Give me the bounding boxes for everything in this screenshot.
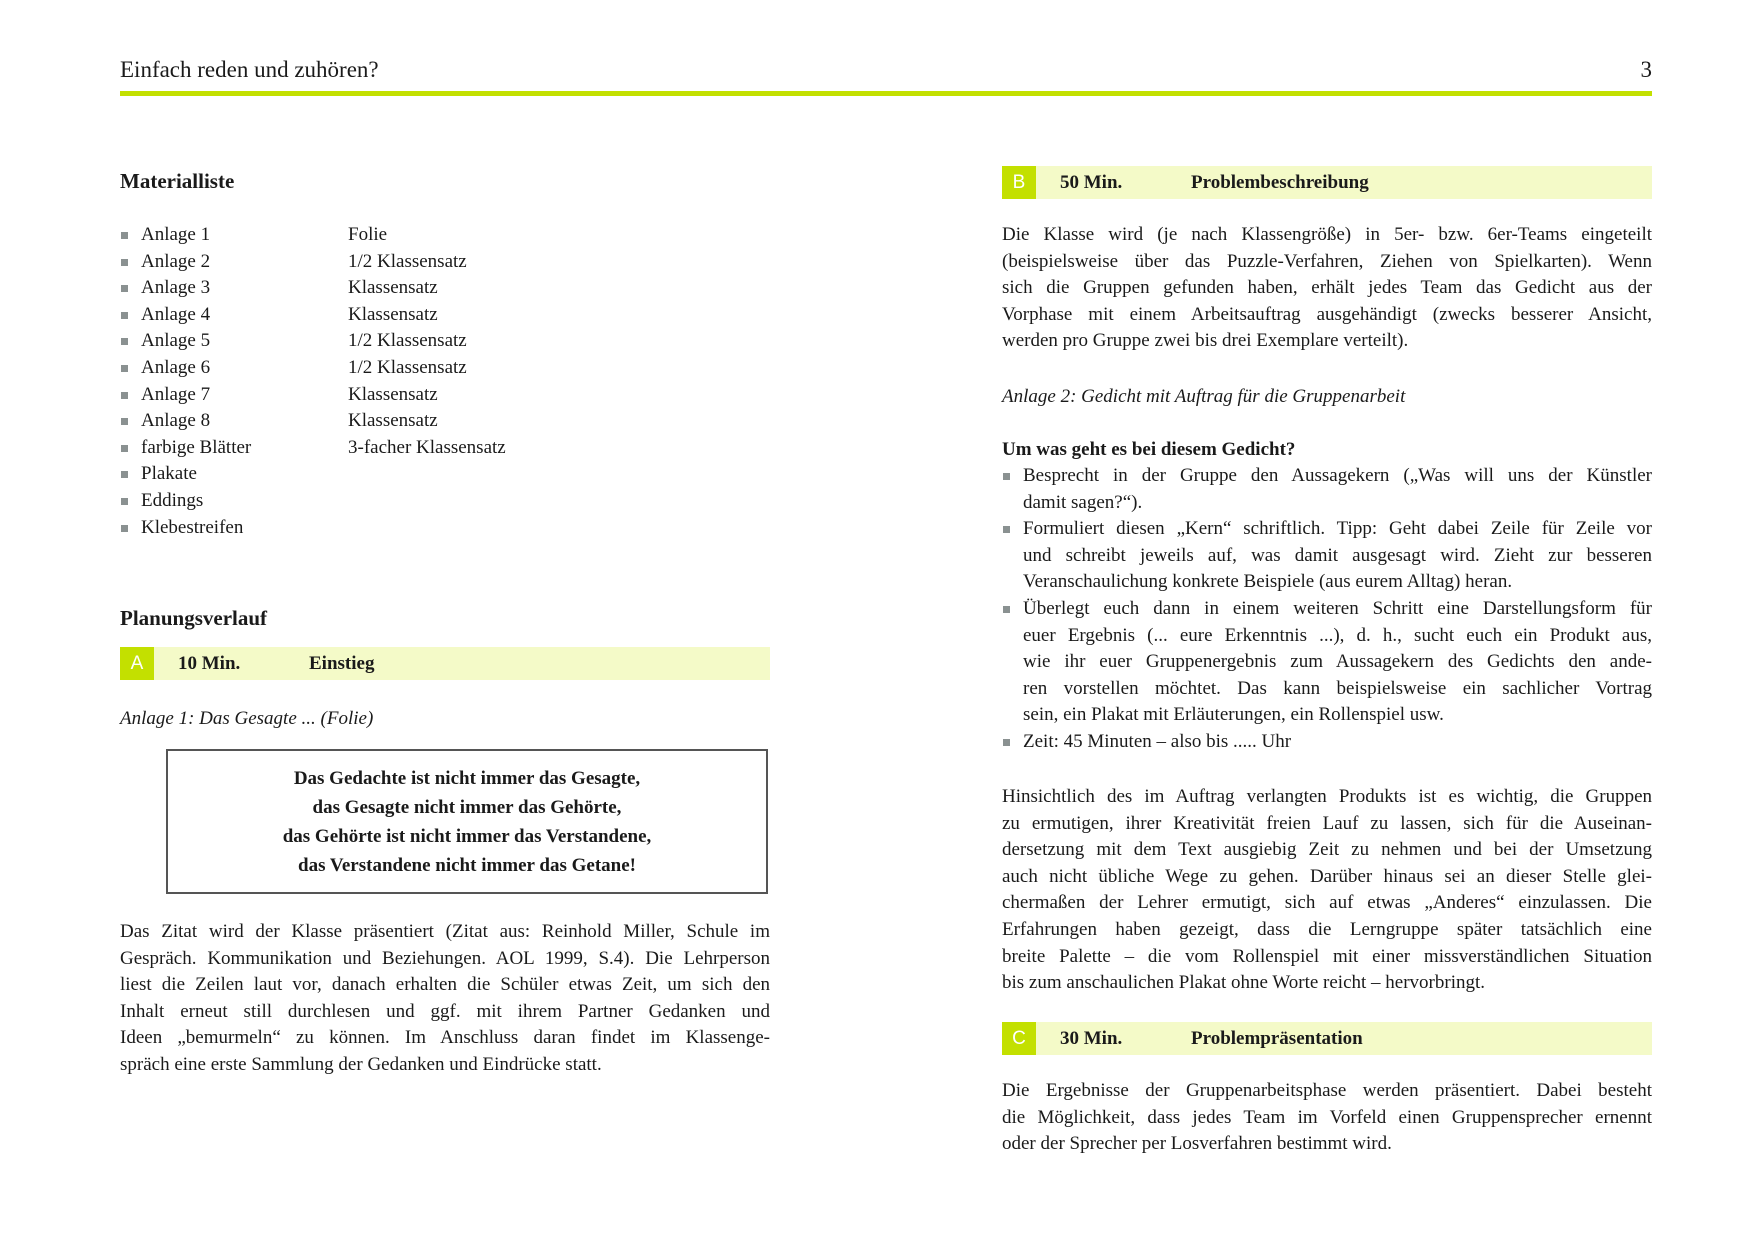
square-bullet-icon [121,471,128,478]
list-item [120,488,770,515]
text-line: breite Palette – die vom Rollenspiel mit einer missverständlichen Situation [1002,945,1652,967]
text-line: Das Zitat wird der Klasse präsentiert (Zitat aus: Reinhold Miller, Schule im [120,921,770,942]
square-bullet-icon [121,392,128,399]
phase-time: 10 Min. [178,652,241,674]
square-bullet-icon [121,365,128,372]
phase-letter-badge: A [120,647,154,680]
text-line: damit sagen?“). [1023,491,1143,513]
running-header-title: Einfach reden und zuhören? [120,57,379,82]
item-name: Anlage 4 [141,303,211,325]
square-bullet-icon [1003,473,1010,480]
square-bullet-icon [121,259,128,266]
text-line: Zeit: 45 Minuten – also bis ..... Uhr [1023,730,1292,752]
text-line: Überlegt euch dann in einem weiteren Schritt eine Darstellungsform für [1023,597,1652,619]
text-line: (beispielsweise über das Puzzle-Verfahren, Ziehen von Spielkarten). Wenn [1002,250,1652,272]
list-item [120,435,770,462]
text-line: die Möglichkeit, dass jedes Team im Vorfeld einen Gruppensprecher ernennt [1002,1106,1652,1128]
text-line: Ideen „bemurmeln“ zu können. Im Anschluss daran findet im Klassenge- [120,1027,770,1049]
text-line: Vorphase mit einem Arbeitsauftrag ausgehändigt (zwecks besserer Ansicht, [1002,303,1652,325]
text-line: Die Ergebnisse der Gruppenarbeitsphase werden präsentiert. Dabei besteht [1002,1080,1652,1101]
square-bullet-icon [1003,739,1010,746]
item-name: farbige Blätter [141,436,252,458]
phase-time: 30 Min. [1060,1027,1123,1049]
list-item [1002,463,1652,516]
item-qty: Klassensatz [348,303,438,325]
quote-line: Das Gedachte ist nicht immer das Gesagte, [293,767,641,789]
text-line: Hinsichtlich des im Auftrag verlangten Produkts ist es wichtig, die Gruppen [1002,786,1652,807]
list-item [120,515,770,542]
item-name: Plakate [141,463,197,485]
square-bullet-icon [121,525,128,532]
question-heading: Um was geht es bei diesem Gedicht? [1002,439,1296,460]
text-line: und schreibt jeweils auf, was damit ausgesagt wird. Zieht zur besseren [1023,544,1652,566]
anlage-2-caption: Anlage 2: Gedicht mit Auftrag für die Gruppenarbeit [1002,386,1406,407]
text-line: wie ihr euer Gruppenergebnis zum Aussagekern des Gedichts den ande- [1023,651,1652,673]
phase-bar-a [120,647,770,680]
text-line: Gespräch. Kommunikation und Beziehungen. AOL 1999, S.4). Die Lehrperson [120,947,770,969]
square-bullet-icon [121,232,128,239]
anlage-1-caption: Anlage 1: Das Gesagte ... (Folie) [120,708,374,729]
text-line: auch nicht übliche Wege zu gehen. Darüber hinaus sei an dieser Stelle glei- [1002,865,1652,887]
phase-bar-c [1002,1022,1652,1055]
list-item [120,302,770,329]
list-item [120,249,770,276]
text-line: Die Klasse wird (je nach Klassengröße) in 5er- bzw. 6er-Teams eingeteilt [1002,224,1652,245]
item-name: Anlage 5 [141,330,211,352]
material-list [120,222,770,541]
planungsverlauf-heading: Planungsverlauf [120,606,268,630]
list-item [1002,596,1652,729]
phase-c-paragraph [1002,1078,1652,1158]
phase-a-paragraph [120,919,770,1079]
list-item [120,382,770,409]
square-bullet-icon [1003,526,1010,533]
text-line: spräch eine erste Sammlung der Gedanken und Eindrücke statt. [120,1053,602,1075]
item-name: Klebestreifen [141,516,244,538]
phase-bar-b [1002,166,1652,199]
text-line: Veranschaulichung konkrete Beispiele (aus eurem Alltag) heran. [1023,571,1513,593]
item-qty: Klassensatz [348,383,438,405]
list-item [1002,516,1652,596]
list-item [1002,729,1652,756]
text-line: bis zum anschaulichen Plakat ohne Worte reicht – hervorbringt. [1002,972,1486,994]
page-number: 3 [1640,57,1652,82]
list-item [120,408,770,435]
item-qty: 1/2 Klassensatz [348,330,467,352]
task-bullet-list [1002,463,1652,756]
square-bullet-icon [121,445,128,452]
quote-line: das Gehörte ist nicht immer das Verstandene, [282,825,652,847]
text-line: dersetzung mit dem Text ausgiebig Zeit zu nehmen und bei der Umsetzung [1002,839,1652,861]
item-qty: 3-facher Klassensatz [348,436,506,458]
item-qty: 1/2 Klassensatz [348,250,467,272]
text-line: Besprecht in der Gruppe den Aussagekern („Was will uns der Künstler [1023,465,1652,486]
text-line: Inhalt erneut still durchlesen und ggf. mit ihrem Partner Gedanken und [120,1000,770,1022]
phase-letter-badge: C [1002,1022,1036,1055]
header-rule [120,91,1652,96]
list-item [120,355,770,382]
text-line: werden pro Gruppe zwei bis drei Exemplare verteilt). [1002,330,1409,352]
square-bullet-icon [1003,606,1010,613]
quote-line: das Gesagte nicht immer das Gehörte, [312,796,622,818]
phase-b-paragraph-2 [1002,784,1652,997]
item-qty: 1/2 Klassensatz [348,356,467,378]
item-name: Eddings [141,489,204,511]
text-line: euer Ergebnis (... eure Erkenntnis ...), d. h., sucht euch ein Produkt aus, [1023,624,1652,646]
item-name: Anlage 3 [141,277,211,299]
square-bullet-icon [121,312,128,319]
item-name: Anlage 8 [141,410,211,432]
quote-box [166,749,768,894]
text-line: Erfahrungen haben gezeigt, dass die Lerngruppe später tatsächlich eine [1002,918,1652,940]
materialliste-heading: Materialliste [120,169,235,193]
phase-title: Problembeschreibung [1191,171,1369,193]
square-bullet-icon [121,338,128,345]
quote-line: das Verstandene nicht immer das Getane! [298,854,636,876]
item-name: Anlage 6 [141,356,211,378]
text-line: zu ermutigen, ihrer Kreativität freien Lauf zu lassen, sich für die Auseinan- [1002,812,1652,834]
text-line: oder der Sprecher per Losverfahren bestimmt wird. [1002,1133,1392,1155]
list-item [120,222,770,249]
list-item [120,275,770,302]
phase-b-paragraph [1002,222,1652,355]
item-name: Anlage 1 [141,224,211,245]
phase-title: Einstieg [309,652,375,674]
item-qty: Klassensatz [348,410,438,432]
square-bullet-icon [121,498,128,505]
item-name: Anlage 7 [141,383,211,405]
phase-letter-badge: B [1002,166,1036,199]
item-name: Anlage 2 [141,250,211,272]
item-qty: Folie [348,224,388,245]
square-bullet-icon [121,418,128,425]
square-bullet-icon [121,285,128,292]
text-line: liest die Zeilen laut vor, danach erhalten die Schüler etwas Zeit, um sich den [120,974,770,996]
text-line: ren vorstellen möchtet. Das kann beispielsweise ein sachlicher Vortrag [1023,677,1652,699]
phase-time: 50 Min. [1060,171,1123,193]
list-item [120,328,770,355]
phase-title: Problempräsentation [1191,1027,1363,1049]
list-item [120,461,770,488]
text-line: sein, ein Plakat mit Erläuterungen, ein Rollenspiel usw. [1023,704,1444,726]
text-line: Formuliert diesen „Kern“ schriftlich. Tipp: Geht dabei Zeile für Zeile vor [1023,518,1652,540]
item-qty: Klassensatz [348,277,438,299]
text-line: chermaßen der Lehrer ermutigt, sich auf etwas „Anderes“ einzulassen. Die [1002,892,1652,914]
text-line: sich die Gruppen gefunden haben, erhält jedes Team das Gedicht aus der [1002,277,1652,299]
